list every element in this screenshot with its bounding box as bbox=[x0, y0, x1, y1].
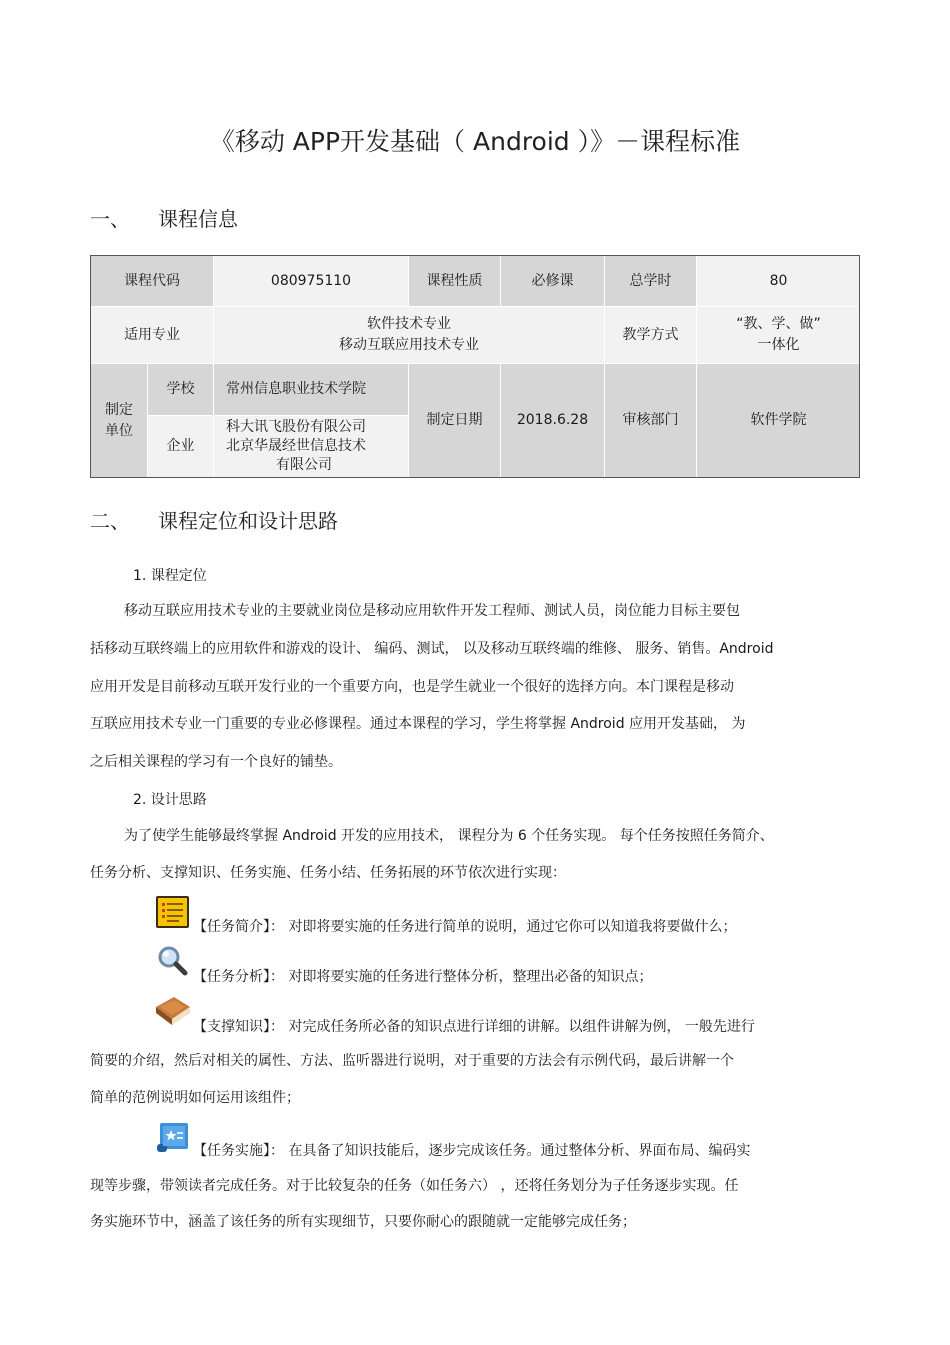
section-title: 课程定位和设计思路 bbox=[158, 509, 338, 533]
major-line: 移动互联应用技术专业 bbox=[339, 337, 479, 353]
made-by-line: 单位 bbox=[105, 422, 133, 439]
method-line: “教、学、做” bbox=[736, 316, 821, 332]
paragraph-line: 互联应用技术专业一门重要的专业必修课程。通过本课程的学习，学生将掌握 Android 应用开发基础， 为 bbox=[90, 716, 746, 732]
notepad-icon bbox=[155, 894, 191, 930]
company-line: 有限公司 bbox=[276, 457, 332, 473]
dept-value: 软件学院 bbox=[697, 364, 861, 478]
paragraph-line: 移动互联应用技术专业的主要就业岗位是移动应用软件开发工程师、测试人员，岗位能力目标主要包 bbox=[124, 603, 740, 619]
course-code-value: 080975110 bbox=[214, 256, 409, 307]
paragraph-line: 之后相关课程的学习有一个良好的铺垫。 bbox=[90, 754, 342, 770]
major-label: 适用专业 bbox=[91, 307, 214, 364]
item-implementation-line: 【任务实施】： 在具备了知识技能后，逐步完成该任务。通过整体分析、界面布局、编码实 bbox=[193, 1143, 751, 1159]
paragraph-line: 任务分析、支撑知识、任务实施、任务小结、任务拓展的环节依次进行实现： bbox=[90, 865, 566, 881]
date-value: 2018.6.28 bbox=[501, 364, 605, 478]
page-title: 《移动 APP开发基础（ Android ）》－课程标准 bbox=[209, 127, 741, 156]
company-line: 北京华晟经世信息技术 bbox=[226, 438, 366, 454]
section-number: 一、 bbox=[90, 207, 130, 231]
date-label: 制定日期 bbox=[409, 364, 501, 478]
made-by-line: 制定 bbox=[105, 401, 133, 418]
section-heading-course-info bbox=[90, 203, 238, 232]
item-knowledge-line: 简要的介绍，然后对相关的属性、方法、监听器进行说明，对于重要的方法会有示例代码，最后讲解一个 bbox=[90, 1053, 734, 1069]
course-nature-value: 必修课 bbox=[501, 256, 605, 307]
section-number: 二、 bbox=[90, 509, 130, 533]
company-label: 企业 bbox=[148, 416, 214, 478]
section-heading-positioning bbox=[90, 505, 338, 534]
teaching-method-label: 教学方式 bbox=[605, 307, 697, 364]
method-line: 一体化 bbox=[757, 337, 800, 353]
section-title: 课程信息 bbox=[158, 207, 238, 231]
item-task-analysis: 【任务分析】： 对即将要实施的任务进行整体分析，整理出必备的知识点； bbox=[193, 969, 653, 985]
major-line: 软件技术专业 bbox=[367, 316, 451, 332]
scroll-icon bbox=[155, 1120, 191, 1154]
total-hours-label: 总学时 bbox=[605, 256, 697, 307]
item-knowledge-line: 简单的范例说明如何运用该组件； bbox=[90, 1090, 300, 1106]
magnifier-icon bbox=[157, 945, 189, 977]
item-implementation-line: 务实施环节中，涵盖了该任务的所有实现细节，只要你耐心的跟随就一定能够完成任务； bbox=[90, 1214, 636, 1230]
item-task-intro: 【任务简介】： 对即将要实施的任务进行简单的说明，通过它你可以知道我将要做什么； bbox=[193, 919, 737, 935]
subsection-heading: 2. 设计思路 bbox=[133, 792, 207, 808]
course-info-table bbox=[90, 255, 861, 478]
subsection-heading: 1. 课程定位 bbox=[133, 568, 207, 584]
major-value bbox=[214, 307, 605, 364]
made-by-label bbox=[91, 364, 148, 478]
school-value: 常州信息职业技术学院 bbox=[214, 364, 409, 416]
company-line: 科大讯飞股份有限公司 bbox=[226, 419, 366, 435]
item-knowledge-line: 【支撑知识】： 对完成任务所必备的知识点进行详细的讲解。以组件讲解为例， 一般先进行 bbox=[193, 1019, 755, 1035]
book-icon bbox=[154, 993, 192, 1027]
course-code-label: 课程代码 bbox=[91, 256, 214, 307]
paragraph-line: 括移动互联终端上的应用软件和游戏的设计、 编码、测试， 以及移动互联终端的维修、 服务、销售。Android bbox=[90, 641, 774, 657]
dept-label: 审核部门 bbox=[605, 364, 697, 478]
course-nature-label: 课程性质 bbox=[409, 256, 501, 307]
item-implementation-line: 现等步骤，带领读者完成任务。对于比较复杂的任务（如任务六） ，还将任务划分为子任务逐步实现。任 bbox=[90, 1178, 739, 1194]
school-label: 学校 bbox=[148, 364, 214, 416]
company-value bbox=[214, 416, 409, 478]
teaching-method-value bbox=[697, 307, 861, 364]
total-hours-value: 80 bbox=[697, 256, 861, 307]
paragraph-line: 应用开发是目前移动互联开发行业的一个重要方向，也是学生就业一个很好的选择方向。本门课程是移动 bbox=[90, 679, 734, 695]
paragraph-line: 为了使学生能够最终掌握 Android 开发的应用技术， 课程分为 6 个任务实现。 每个任务按照任务简介、 bbox=[124, 828, 774, 844]
